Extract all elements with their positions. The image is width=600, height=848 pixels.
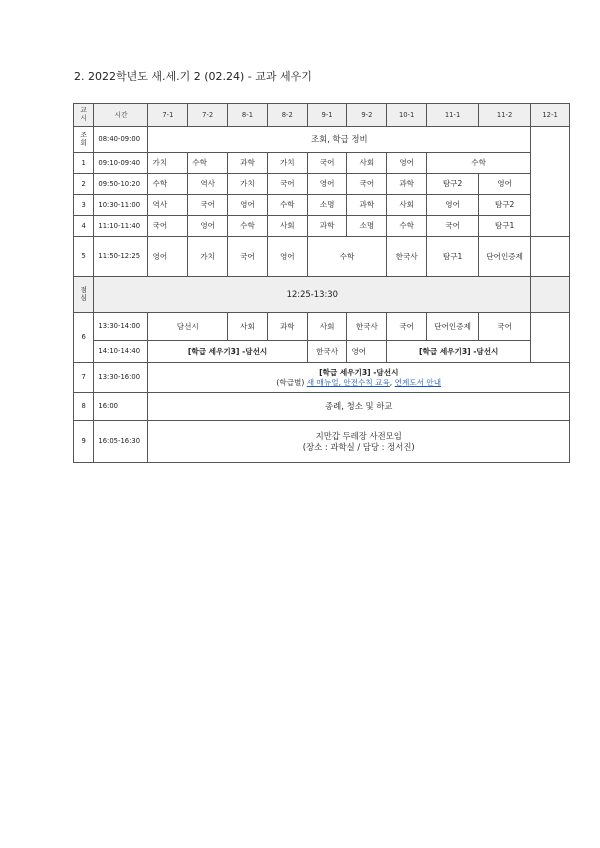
period-cell: 8 (74, 393, 94, 421)
event-detail (148, 378, 569, 387)
table-row (74, 174, 570, 195)
period-cell: 7 (74, 363, 94, 393)
table-row (74, 421, 570, 463)
table-row (74, 237, 570, 277)
subject-cell: 가치 (228, 174, 268, 195)
table-row (74, 341, 570, 363)
subject-cell: 소명 (307, 195, 347, 216)
subject-cell: 국어 (188, 195, 228, 216)
period-cell: 1 (74, 153, 94, 174)
subject-cell: [학급 세우기3] -담선시 (387, 341, 531, 363)
subject-cell: 국어 (347, 174, 387, 195)
period-cell: 2 (74, 174, 94, 195)
period-cell: 9 (74, 421, 94, 463)
subject-cell: 과학 (267, 313, 307, 341)
subject-cell: 수학 (188, 153, 228, 174)
subject-cell: 국어 (228, 237, 268, 277)
subject-cell: 과학 (228, 153, 268, 174)
document-title: 2. 2022학년도 새.세.기 2 (02.24) - 교과 세우기 (74, 70, 312, 83)
time-cell: 11:10-11:40 (94, 216, 148, 237)
subject-cell: 사회 (228, 313, 268, 341)
subject-cell: 수학 (387, 216, 427, 237)
subject-cell: 탐구1 (427, 237, 479, 277)
period-cell: 3 (74, 195, 94, 216)
subject-cell: 국어 (148, 216, 188, 237)
subject-cell: 영어 (267, 237, 307, 277)
lunch-cell: 12:25-13:30 (94, 277, 531, 313)
time-cell: 08:40-09:00 (94, 127, 148, 153)
subject-cell: 영어 (479, 174, 531, 195)
subject-cell: 수학 (307, 237, 387, 277)
period-cell: 점 심 (74, 277, 94, 313)
header-class: 8-1 (228, 104, 268, 127)
table-row (74, 313, 570, 341)
header-class: 12-1 (531, 104, 570, 127)
table-row (74, 216, 570, 237)
empty-cell (531, 127, 570, 237)
subject-cell: 한국사 (387, 237, 427, 277)
time-cell: 13:30-16:00 (94, 363, 148, 393)
subject-cell: 탐구2 (427, 174, 479, 195)
event-title: [학급 세우기3] -담선시 (319, 368, 399, 378)
subject-cell: 사회 (307, 313, 347, 341)
header-class: 9-2 (347, 104, 387, 127)
empty-cell (531, 277, 570, 313)
subject-cell: 과학 (307, 216, 347, 237)
header-class: 7-1 (148, 104, 188, 127)
event-prefix: (학급별) (276, 377, 307, 387)
time-cell: 10:30-11:00 (94, 195, 148, 216)
event-cell (148, 421, 570, 463)
table-row (74, 195, 570, 216)
event-detail: (장소 : 과학실 / 담당 : 정서진) (302, 441, 415, 452)
subject-cell: 국어 (479, 313, 531, 341)
time-cell: 09:50-10:20 (94, 174, 148, 195)
subject-cell: 수학 (427, 153, 531, 174)
lunch-row (74, 277, 570, 313)
subject-cell: 단어인증제 (427, 313, 479, 341)
time-cell: 16:05-16:30 (94, 421, 148, 463)
header-class: 7-2 (188, 104, 228, 127)
period-cell: 조 회 (74, 127, 94, 153)
subject-cell: 국어 (427, 216, 479, 237)
subject-cell: 단어인증제 (479, 237, 531, 277)
table-row (74, 393, 570, 421)
table-row (74, 153, 570, 174)
subject-cell: 역사 (188, 174, 228, 195)
subject-cell: 영어 (387, 153, 427, 174)
time-cell: 11:50-12:25 (94, 237, 148, 277)
header-class: 8-2 (267, 104, 307, 127)
subject-cell: 가치 (267, 153, 307, 174)
period-cell: 4 (74, 216, 94, 237)
subject-cell: 가치 (188, 237, 228, 277)
subject-cell: 영어 (148, 237, 188, 277)
header-period: 교 시 (74, 104, 94, 127)
subject-cell: 수학 (267, 195, 307, 216)
subject-cell: 영어 (427, 195, 479, 216)
subject-cell: 영어 (347, 341, 387, 363)
subject-cell: 수학 (228, 216, 268, 237)
time-cell: 09:10-09:40 (94, 153, 148, 174)
subject-cell: 소명 (347, 216, 387, 237)
subject-cell: 국어 (387, 313, 427, 341)
header-class: 9-1 (307, 104, 347, 127)
header-time: 시간 (94, 104, 148, 127)
empty-cell (531, 237, 570, 277)
subject-cell: 과학 (347, 195, 387, 216)
homeroom-cell: 조회, 학급 정비 (148, 127, 531, 153)
event-cell: 종례, 청소 및 하교 (148, 393, 570, 421)
event-cell (148, 363, 570, 393)
subject-cell: 영어 (228, 195, 268, 216)
table-row (74, 127, 570, 153)
header-class: 11-1 (427, 104, 479, 127)
header-class: 11-2 (479, 104, 531, 127)
subject-cell: 국어 (307, 153, 347, 174)
separator: , (389, 377, 395, 387)
subject-cell: 한국사 (307, 341, 347, 363)
event-title: 지만갑 두레장 사전모임 (315, 431, 402, 441)
subject-cell: 탐구2 (479, 195, 531, 216)
period-cell: 6 (74, 313, 94, 363)
period-cell: 5 (74, 237, 94, 277)
subject-cell: 영어 (188, 216, 228, 237)
subject-cell: 가치 (148, 153, 188, 174)
subject-cell: 과학 (387, 174, 427, 195)
subject-cell: [학급 세우기3] -담선시 (148, 341, 307, 363)
subject-cell: 담선시 (148, 313, 228, 341)
subject-cell: 한국사 (347, 313, 387, 341)
timetable (73, 103, 570, 463)
subject-cell: 영어 (307, 174, 347, 195)
header-class: 10-1 (387, 104, 427, 127)
subject-cell: 사회 (267, 216, 307, 237)
empty-cell (531, 313, 570, 363)
time-cell: 14:10-14:40 (94, 341, 148, 363)
subject-cell: 국어 (267, 174, 307, 195)
subject-cell: 역사 (148, 195, 188, 216)
books-link[interactable]: 연계도서 안내 (394, 377, 442, 387)
safety-link[interactable]: 새 매뉴얼, 안전수칙 교육 (306, 377, 390, 387)
table-row (74, 363, 570, 393)
subject-cell: 사회 (347, 153, 387, 174)
subject-cell: 수학 (148, 174, 188, 195)
time-cell: 13:30-14:00 (94, 313, 148, 341)
time-cell: 16:00 (94, 393, 148, 421)
subject-cell: 탐구1 (479, 216, 531, 237)
header-row (74, 104, 570, 127)
subject-cell: 사회 (387, 195, 427, 216)
